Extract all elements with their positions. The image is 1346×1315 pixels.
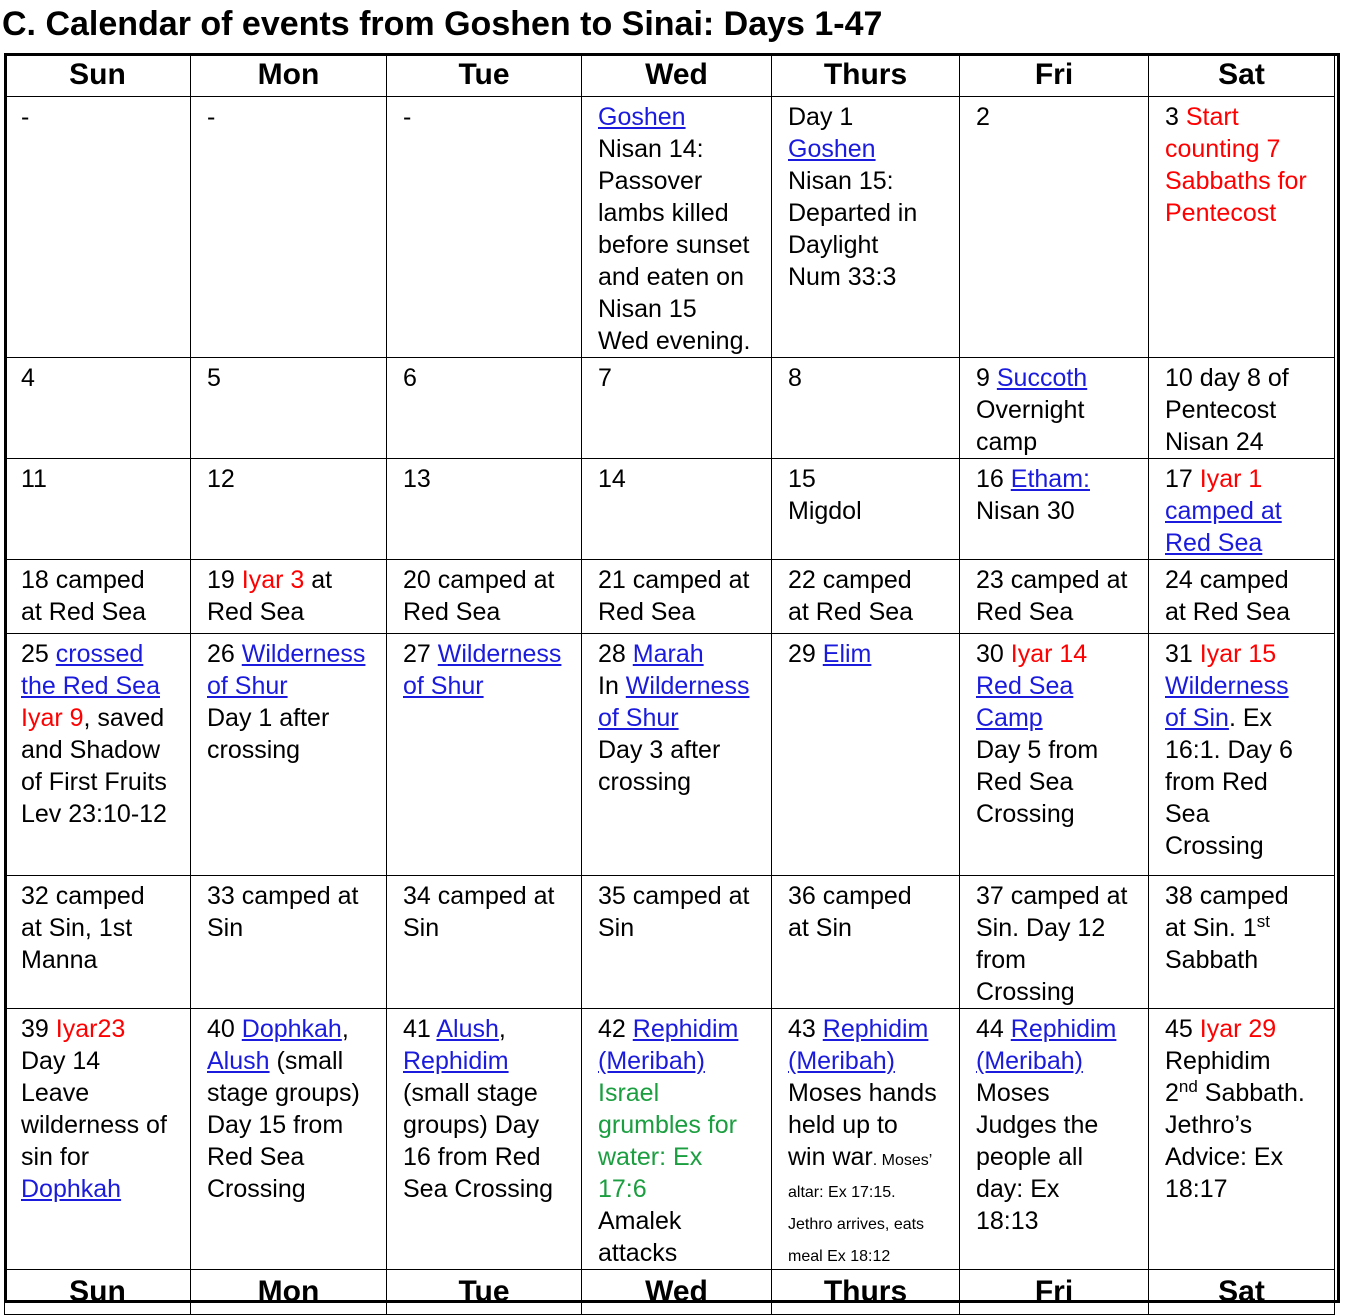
day-number: - xyxy=(403,103,412,131)
event-text: 42 xyxy=(598,1015,633,1043)
event-text: 29 xyxy=(788,640,823,668)
event-text: 18 camped xyxy=(21,566,145,594)
day-number: 5 xyxy=(207,364,221,392)
event-text: wilderness of xyxy=(21,1111,167,1139)
note-text: Israel xyxy=(598,1079,660,1107)
event-text: Departed in xyxy=(788,199,918,227)
day-header-fri: Fri xyxy=(960,54,1149,97)
day-footer-mon: Mon xyxy=(191,1270,387,1315)
day-footer-sat: Sat xyxy=(1149,1270,1335,1315)
event-text: 21 camped at xyxy=(598,566,750,594)
event-text: 36 camped xyxy=(788,882,912,910)
event-text: Crossing xyxy=(207,1175,306,1203)
event-text: Sin xyxy=(207,914,244,942)
place-link[interactable]: (Meribah) xyxy=(976,1047,1083,1075)
day-header-thurs: Thurs xyxy=(772,54,960,97)
event-text: 18:13 xyxy=(976,1207,1039,1235)
note-text: water: Ex xyxy=(598,1143,703,1171)
place-link[interactable]: Camp xyxy=(976,704,1043,732)
event-text: Red Sea xyxy=(976,598,1074,626)
event-text: held up to xyxy=(788,1111,898,1139)
event-text: Wed evening. xyxy=(598,327,751,355)
event-text: Pentecost xyxy=(1165,396,1277,424)
event-text: Nisan 24 xyxy=(1165,428,1264,456)
event-text: Lev 23:10-12 xyxy=(21,800,167,828)
event-text: Amalek xyxy=(598,1207,682,1235)
event-text: groups) Day xyxy=(403,1111,540,1139)
place-link[interactable]: Alush xyxy=(436,1015,499,1043)
event-text: 34 camped at xyxy=(403,882,555,910)
event-text: Red Sea xyxy=(976,768,1074,796)
day-number: 8 xyxy=(788,364,802,392)
event-text: of First Fruits xyxy=(21,768,167,796)
event-text: Rephidim xyxy=(1165,1047,1271,1075)
event-text: people all xyxy=(976,1143,1084,1171)
place-link[interactable]: (Meribah) xyxy=(598,1047,705,1075)
event-text: at Red Sea xyxy=(788,598,914,626)
event-text: 2 xyxy=(976,103,990,131)
event-text: 35 camped at xyxy=(598,882,750,910)
event-text: Day 5 from xyxy=(976,736,1099,764)
event-text: win war xyxy=(788,1143,873,1171)
event-text: Moses hands xyxy=(788,1079,937,1107)
event-text: 43 xyxy=(788,1015,823,1043)
highlight-text: Iyar 29 xyxy=(1199,1015,1277,1043)
small-note-text: meal Ex 18:12 xyxy=(788,1248,891,1265)
event-text: Sin xyxy=(598,914,635,942)
day-header-mon: Mon xyxy=(191,54,387,97)
place-link[interactable]: Goshen xyxy=(788,135,876,163)
event-text: 33 camped at xyxy=(207,882,359,910)
highlight-text: Iyar 14 xyxy=(1010,640,1088,668)
event-text: Leave xyxy=(21,1079,90,1107)
place-link[interactable]: Red Sea xyxy=(976,672,1074,700)
calendar-frame xyxy=(4,53,1340,1303)
place-link[interactable]: Goshen xyxy=(598,103,686,131)
event-text: Day 3 after xyxy=(598,736,721,764)
event-text: Moses xyxy=(976,1079,1050,1107)
event-text: from xyxy=(976,946,1026,974)
highlight-text: Iyar 1 xyxy=(1199,465,1263,493)
event-text: Daylight xyxy=(788,231,879,259)
highlight-text: counting 7 xyxy=(1165,135,1281,163)
note-text: 17:6 xyxy=(598,1175,647,1203)
event-text: Red Sea xyxy=(207,1143,305,1171)
day-header-sat: Sat xyxy=(1149,54,1335,97)
event-text: 19 xyxy=(207,566,242,594)
place-link[interactable]: Succoth xyxy=(996,364,1088,392)
place-link[interactable]: Rephidim xyxy=(1010,1015,1117,1043)
event-text: 30 xyxy=(976,640,1011,668)
highlight-text: Iyar 3 xyxy=(241,566,305,594)
place-link[interactable]: Dophkah xyxy=(21,1175,122,1203)
event-text: (small xyxy=(269,1047,344,1075)
place-link[interactable]: Etham: xyxy=(1010,465,1090,493)
event-text: 26 xyxy=(207,640,242,668)
event-text: 27 xyxy=(403,640,438,668)
place-link[interactable]: of Shur xyxy=(403,672,484,700)
ordinal-suffix: st xyxy=(1256,912,1270,931)
event-text: 45 xyxy=(1165,1015,1200,1043)
event-text: 18:17 xyxy=(1165,1175,1228,1203)
event-text: and eaten on xyxy=(598,263,744,291)
event-text: 39 xyxy=(21,1015,56,1043)
event-text: Judges the xyxy=(976,1111,1099,1139)
day-footer-tue: Tue xyxy=(387,1270,582,1315)
event-text: Red Sea xyxy=(207,598,305,626)
place-link[interactable]: of Shur xyxy=(207,672,288,700)
event-text: 23 camped at xyxy=(976,566,1128,594)
highlight-text: Start xyxy=(1185,103,1239,131)
day-number: 7 xyxy=(598,364,612,392)
event-text: Nisan 14: xyxy=(598,135,704,163)
event-text: Sea xyxy=(1165,800,1210,828)
small-note-text: Jethro arrives, eats xyxy=(788,1216,925,1233)
event-text: sin for xyxy=(21,1143,90,1171)
event-text: at Sin, 1st xyxy=(21,914,133,942)
event-text: . Ex xyxy=(1228,704,1273,732)
day-footer-thurs: Thurs xyxy=(772,1270,960,1315)
event-text: lambs killed xyxy=(598,199,729,227)
day-number: - xyxy=(207,103,216,131)
event-text: In xyxy=(598,672,626,700)
event-text: Sabbath xyxy=(1165,946,1259,974)
place-link[interactable]: Red Sea xyxy=(1165,529,1263,557)
note-text: grumbles for xyxy=(598,1111,737,1139)
event-text: 25 xyxy=(21,640,56,668)
event-text: Migdol xyxy=(788,497,862,525)
highlight-text: Iyar 9 xyxy=(21,704,84,732)
event-text: 15 xyxy=(788,465,816,493)
event-text: Nisan 30 xyxy=(976,497,1075,525)
place-link[interactable]: Rephidim xyxy=(822,1015,929,1043)
highlight-text: Sabbaths for xyxy=(1165,167,1307,195)
event-text: Advice: Ex xyxy=(1165,1143,1284,1171)
event-text: Day 1 xyxy=(788,103,854,131)
place-link[interactable]: Rephidim xyxy=(403,1047,509,1075)
event-text: , xyxy=(341,1015,349,1043)
place-link[interactable]: Elim xyxy=(822,640,872,668)
event-text: 20 camped at xyxy=(403,566,555,594)
event-text: at Sin. 1 xyxy=(1165,914,1257,942)
event-text: stage groups) xyxy=(207,1079,360,1107)
event-text: at Red Sea xyxy=(1165,598,1291,626)
event-text: Manna xyxy=(21,946,98,974)
event-text: Crossing xyxy=(1165,832,1264,860)
small-note-text: . Moses’ xyxy=(872,1152,933,1169)
event-text: Crossing xyxy=(976,800,1075,828)
place-link[interactable]: Wilderness xyxy=(241,640,366,668)
event-text: day: Ex xyxy=(976,1175,1060,1203)
event-text: , saved xyxy=(83,704,165,732)
highlight-text: Iyar23 xyxy=(55,1015,126,1043)
day-footer-wed: Wed xyxy=(582,1270,772,1315)
place-link[interactable]: camped at xyxy=(1165,497,1282,525)
event-text: Crossing xyxy=(976,978,1075,1006)
place-link[interactable]: Alush xyxy=(207,1047,270,1075)
event-text: Nisan 15: xyxy=(788,167,894,195)
day-header-tue: Tue xyxy=(387,54,582,97)
event-text: Sabbath. xyxy=(1197,1079,1305,1107)
place-link[interactable]: Wilderness xyxy=(437,640,562,668)
event-text: 3 xyxy=(1165,103,1186,131)
day-number: 11 xyxy=(21,465,47,493)
event-text: at xyxy=(304,566,333,594)
day-number: 4 xyxy=(21,364,35,392)
event-text: Nisan 15 xyxy=(598,295,697,323)
small-note-text: altar: Ex 17:15. xyxy=(788,1184,896,1201)
event-text: Day 15 from xyxy=(207,1111,344,1139)
event-text: Red Sea xyxy=(598,598,696,626)
event-text: 9 xyxy=(976,364,997,392)
day-number: 13 xyxy=(403,465,431,493)
place-link[interactable]: Dophkah xyxy=(241,1015,342,1043)
event-text: 32 camped xyxy=(21,882,145,910)
place-link[interactable]: of Sin xyxy=(1165,704,1229,732)
event-text: from Red xyxy=(1165,768,1268,796)
event-text: attacks xyxy=(598,1239,678,1267)
place-link[interactable]: Wilderness xyxy=(625,672,750,700)
event-text: Red Sea xyxy=(403,598,501,626)
event-text: and Shadow xyxy=(21,736,161,764)
event-text: before sunset xyxy=(598,231,750,259)
page-title: C. Calendar of events from Goshen to Sinai: Days 1-47 xyxy=(2,5,883,43)
event-text: Day 1 after xyxy=(207,704,330,732)
place-link[interactable]: Wilderness xyxy=(1165,672,1289,700)
event-text: 16 xyxy=(976,465,1011,493)
event-text: 37 camped at xyxy=(976,882,1128,910)
event-text: Sin xyxy=(403,914,440,942)
event-text: Overnight xyxy=(976,396,1085,424)
event-text: 22 camped xyxy=(788,566,912,594)
day-number: 14 xyxy=(598,465,626,493)
day-footer-sun: Sun xyxy=(5,1270,191,1315)
event-text: 44 xyxy=(976,1015,1011,1043)
event-text: , xyxy=(498,1015,506,1043)
event-text: 24 camped xyxy=(1165,566,1289,594)
event-text: Sea Crossing xyxy=(403,1175,554,1203)
event-text: 38 camped xyxy=(1165,882,1289,910)
event-text: 31 xyxy=(1165,640,1200,668)
event-text: Passover xyxy=(598,167,703,195)
place-link[interactable]: of Shur xyxy=(598,704,679,732)
event-text: 2 xyxy=(1165,1079,1179,1107)
event-text: crossing xyxy=(207,736,301,764)
event-text: Day 14 xyxy=(21,1047,101,1075)
ordinal-suffix: nd xyxy=(1178,1077,1198,1096)
place-link[interactable]: crossed xyxy=(55,640,144,668)
place-link[interactable]: Rephidim xyxy=(632,1015,739,1043)
day-number: - xyxy=(21,103,30,131)
event-text: crossing xyxy=(598,768,692,796)
event-text: 41 xyxy=(403,1015,437,1043)
event-text: Jethro’s xyxy=(1165,1111,1253,1139)
event-text: 16 from Red xyxy=(403,1143,541,1171)
day-number: 6 xyxy=(403,364,417,392)
event-text: Num 33:3 xyxy=(788,263,897,291)
event-text: 28 xyxy=(598,640,633,668)
event-text: at Red Sea xyxy=(21,598,147,626)
place-link[interactable]: Marah xyxy=(632,640,704,668)
day-header-sun: Sun xyxy=(5,54,191,97)
event-text: 17 xyxy=(1165,465,1200,493)
event-text: at Sin xyxy=(788,914,852,942)
day-header-wed: Wed xyxy=(582,54,772,97)
event-text: Sin. Day 12 xyxy=(976,914,1106,942)
event-text: 40 xyxy=(207,1015,242,1043)
highlight-text: Pentecost xyxy=(1165,199,1277,227)
day-footer-fri: Fri xyxy=(960,1270,1149,1315)
event-text: 10 day 8 of xyxy=(1165,364,1289,392)
place-link[interactable]: (Meribah) xyxy=(788,1047,895,1075)
place-link[interactable]: the Red Sea xyxy=(21,672,160,700)
highlight-text: Iyar 15 xyxy=(1199,640,1277,668)
day-number: 12 xyxy=(207,465,235,493)
event-text: camp xyxy=(976,428,1038,456)
event-text: 16:1. Day 6 xyxy=(1165,736,1293,764)
event-text: (small stage xyxy=(403,1079,538,1107)
